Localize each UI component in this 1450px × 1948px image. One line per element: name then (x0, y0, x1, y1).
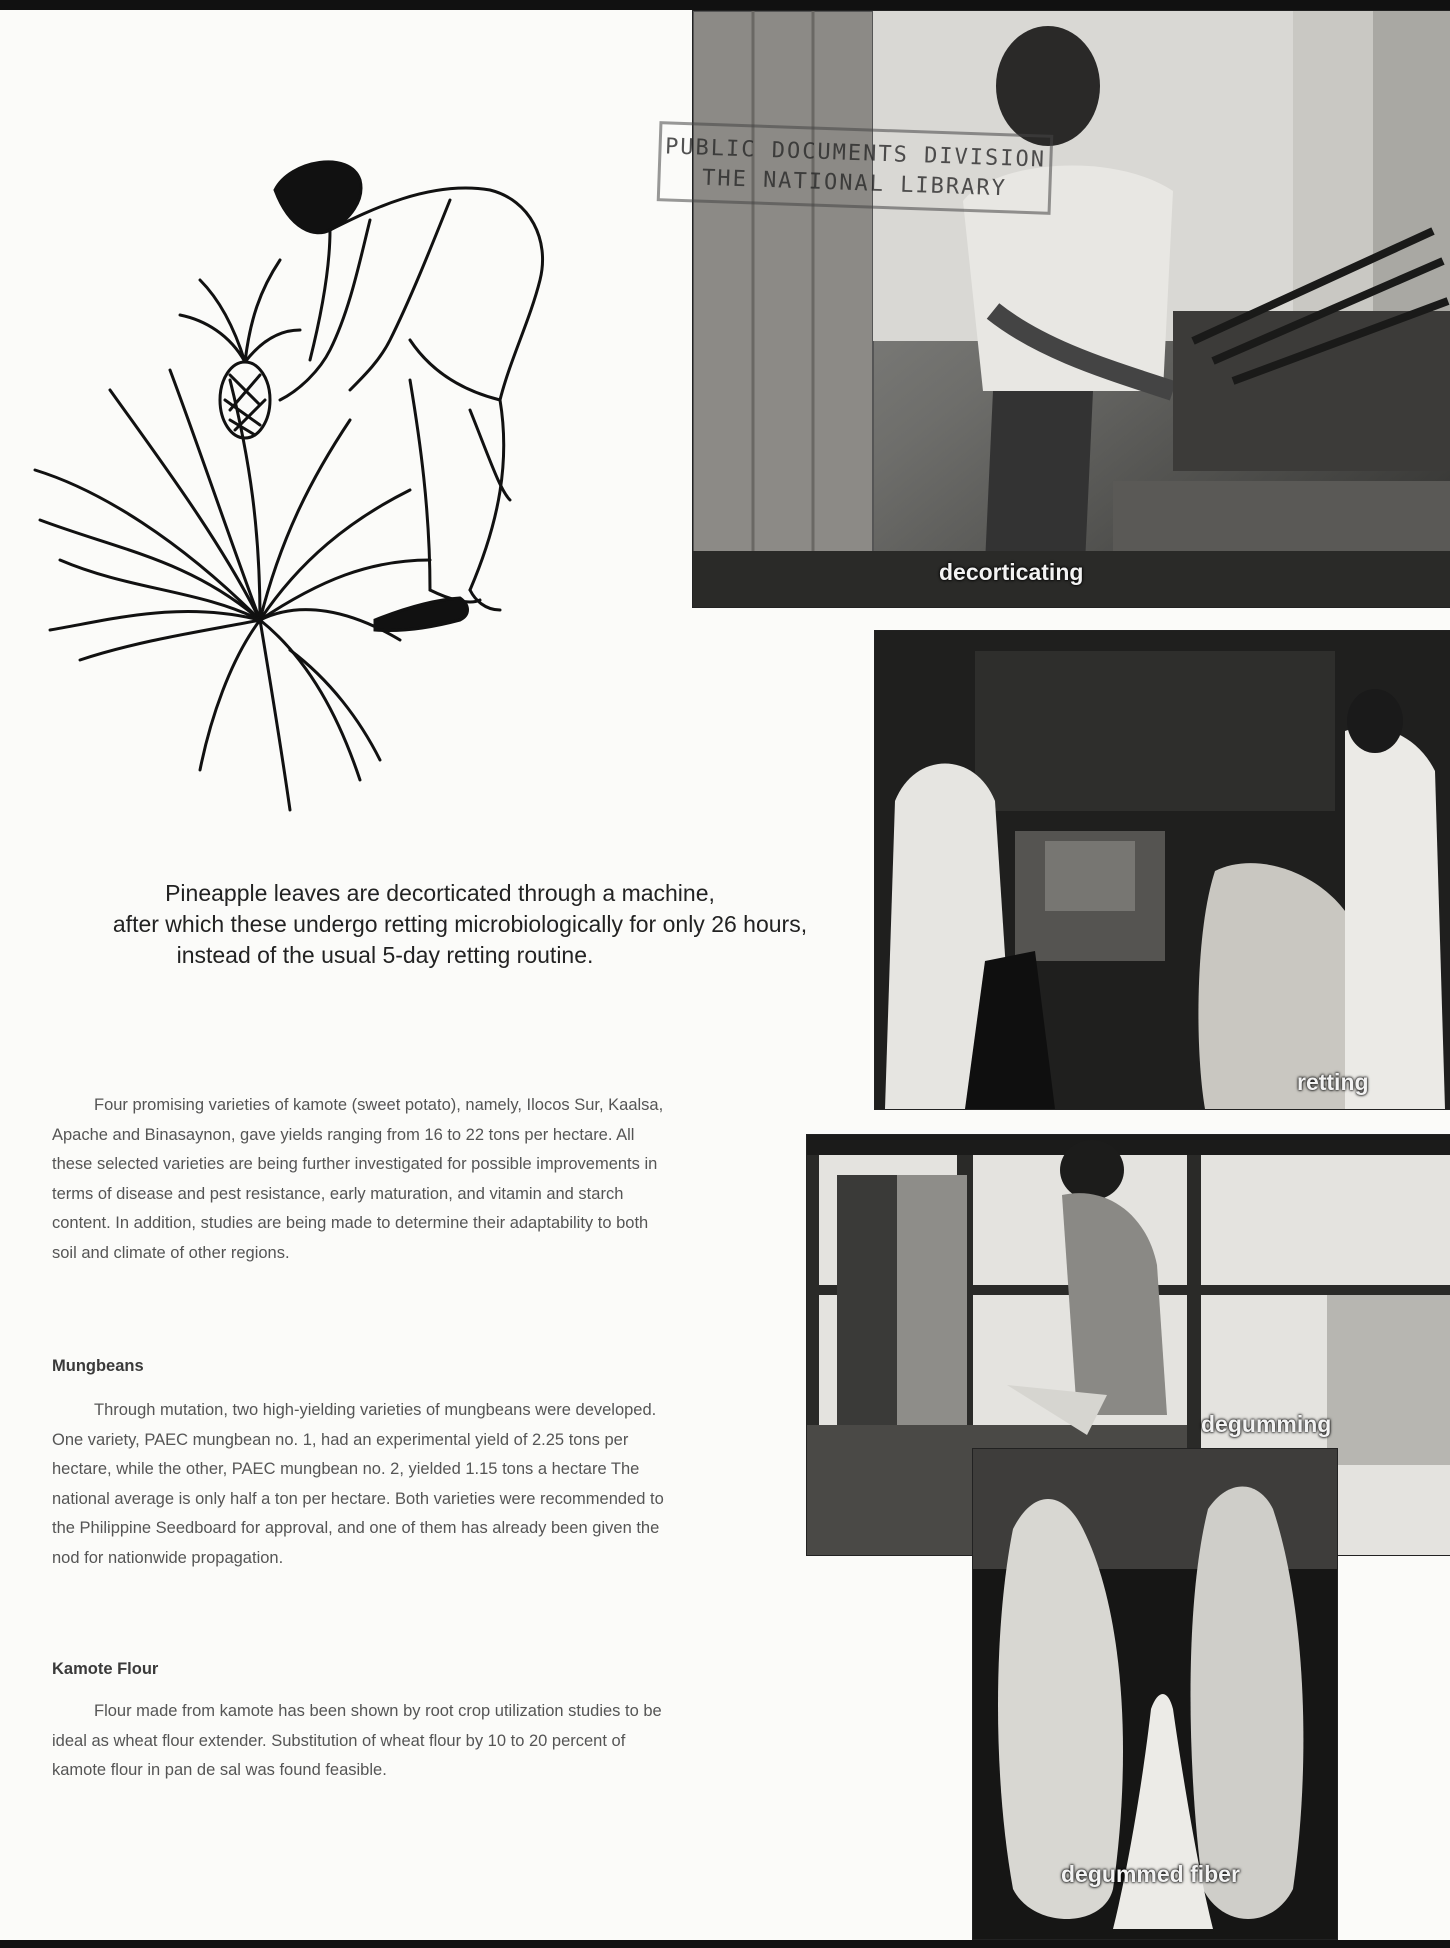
photo-degummed-fiber (972, 1448, 1338, 1940)
library-stamp (657, 121, 1054, 215)
mungbeans-paragraph: Through mutation, two high-yielding varieties of mungbeans were developed. One variety, PAEC mungbean no. 1, had an experimental yield of 2.25 tons per hectare, while the other, PAEC mungbean no. 2, yielded 1.15 tons a hectare The national average is only half a ton per hectare. Both varieties were recommended to the Philippine Seedboard for approval, and one of them has already been given the nod for nationwide propagation. (52, 1401, 664, 1567)
kamote-flour-section (52, 1697, 672, 1786)
bottom-border (0, 1940, 1450, 1948)
mungbeans-heading: Mungbeans (52, 1357, 144, 1375)
mungbeans-section (52, 1396, 672, 1573)
pineapple-harvest-illustration (30, 160, 670, 840)
caption-retting: retting (1297, 1069, 1369, 1095)
top-border (0, 0, 1450, 10)
caption-degumming: degumming (1201, 1411, 1332, 1437)
photo-decorticating (692, 10, 1450, 608)
kamote-paragraph: Four promising varieties of kamote (sweet potato), namely, Ilocos Sur, Kaalsa, Apache and Binasaynon, gave yields ranging from 16 to 22 tons per hectare. All these selected varieties are being further investigated for possible improvements in terms of disease and pest resistance, early maturation, and vitamin and starch content. In addition, studies are being made to determine their adaptability to both soil and climate of other regions. (52, 1096, 664, 1262)
caption-decorticating: decorticating (939, 559, 1084, 585)
kamote-flour-heading: Kamote Flour (52, 1660, 159, 1678)
blurb-line-1: Pineapple leaves are decorticated through a machine, (165, 880, 715, 906)
blurb-line-2: after which these undergo retting microbiologically for only 26 hours, (112, 911, 808, 937)
pineapple-blurb (40, 878, 880, 971)
kamote-flour-paragraph: Flour made from kamote has been shown by root crop utilization studies to be ideal as wheat flour extender. Substitution of wheat flour by 10 to 20 percent of kamote flour in pan de sal was found feasible. (52, 1702, 662, 1779)
caption-degummed-fiber: degummed fiber (1061, 1861, 1240, 1887)
photo-retting (874, 630, 1450, 1110)
stamp-line-2: THE NATIONAL LIBRARY (701, 165, 1008, 202)
stamp-line-1: PUBLIC DOCUMENTS DIVISION (664, 134, 1047, 173)
kamote-section (52, 1091, 672, 1268)
blurb-line-3: instead of the usual 5-day retting routine. (176, 942, 594, 968)
